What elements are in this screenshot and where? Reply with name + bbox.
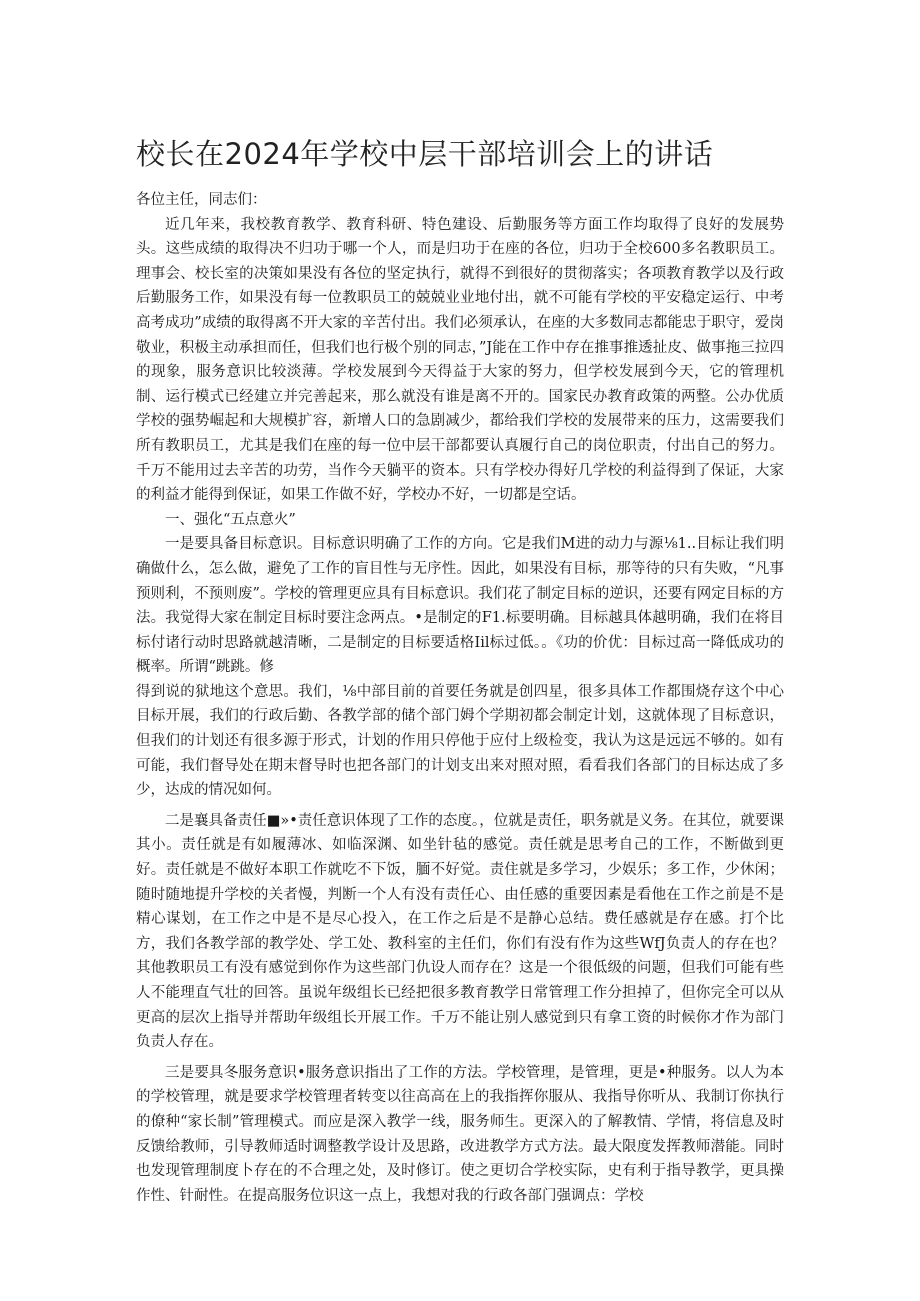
paragraph-goal-continued: 得到说的狱地这个意思。我们，⅛中部目前的首要任务就是创四星，很多具体工作都围烧存这个中心目标开展，我们的行政后勤、各教学部的储个部门姆个学期初都会制定计划，这就体现了目标意识，但我们的计划还有很多源于形式，计划的作用只停他于应付上级检变，我认为这是远远不够的。如有可能，我们督导处在期末督导时也把各部门的计划支出来对照对照，看看我们各部门的目标达成了多少，达成的情况如何。 xyxy=(136,683,784,799)
paragraph-goal-awareness: 一是要具备目标意识。目标意识明确了工作的方向。它是我们M进的动力与源⅛1..目标让我们明确做什么，怎么做，避免了工作的盲目性与无序性。因此，如果没有目标，那等待的只有失败，“凡事预则利，不预则废”。学校的管理更应具有目标意识。我们花了制定目标的逆识，还要有网定目标的方法。我觉得大家在制定目标时要注念两点。•是制定的F1.标要明确。目标越具体越明确，我们在将目标付诸行动时思路就越清晰，二是制定的目标要适格Iil标过低。。《功的价优：目标过高一降低成功的概率。所谓“跳跳。修 xyxy=(136,536,784,676)
document-body xyxy=(136,188,784,1208)
section-heading: 一、强化“五点意火” xyxy=(165,511,296,528)
document-title: 校长在2024年学校中层干部培训会上的讲话 xyxy=(136,137,714,171)
paragraph-responsibility: 二是襄具备责任■»•责任意识体现了工作的态度。，位就是责任，职务就是义务。在其位，就要课其小。责任就是有如履薄冰、如临深渊、如坐针毡的感觉。责任就是思考自己的工作，不断做到更好。责任就是不做好本职工作就吃不下饭，腼不好觉。责住就是多学习，少娱乐；多工作，少休闲；随时随地提升学校的关者慢，判断一个人有没有责任心、由任感的重要因素是看他在工作之前是不是精心谋划，在工作之中是不是尽心投入，在工作之后是不是静心总结。费任感就是存在感。打个比方，我们各教学部的教学处、学工处、教科室的主任们，你们有没有作为这些WfJ负责人的存在也？其他教职员工有没有感觉到你作为这些部门仇设人而存在？这是一个很低级的问题，但我们可能有些人不能理直气壮的回答。虽说年级组长已经把很多教育教学日常管理工作分担掉了，但你完全可以从更高的层次上指导并帮助年级组长开展工作。千万不能让别人感觉到只有拿工资的时候你才作为部门负责人存在。 xyxy=(136,812,784,1051)
salutation: 各位主任，同志们： xyxy=(136,192,267,208)
paragraph-service: 三是要具冬服务意识•服务意识指出了工作的方法。学校管理，是管理，更是•种服务。以人为本的学校管理，就是要求学校管理者转变以往高高在上的我指挥你服从、我指导你听从、我制订你执行的僚种“家长制”管理模式。而应是深入教学一线，服务师生。更深入的了解教情、学情，将信息及时反馈给教师，引导教师适时调整教学设计及思路，改进教学方式方法。最大限度发挥教师潜能。同时也发现管理制度卜存在的不合理之处，及时修订。使之更切合学校实际，史有利于指导教学，更具操作性、针耐性。在提高服务位识这一点上，我想对我的行政各部门强调点：学校 xyxy=(136,1064,784,1204)
paragraph-intro: 近几年来，我校教育教学、教育科研、特色建设、后勤服务等方面工作均取得了良好的发展势头。这些成绩的取得决不归功于哪一个人，而是归功于在座的各位，归功于全校600多名教职员工。理事会、校长室的决策如果没有各位的坚定执行，就得不到很好的贯彻落实；各项教育教学以及行政后勤服务工作，如果没有每一位教职员工的兢兢业业地付出，就不可能有学校的平安稳定运行、中考高考成功”成绩的取得离不开大家的辛苦付出。我们必须承认，在座的大多数同志都能忠于职守，爱岗敬业，积极主动承担而任，但我们也行极个别的同志，”J能在工作中存在推事推透扯皮、做事拖三拉四的现象，服务意识比较淡薄。学校发展到今天得益于大家的努力，但学校发展到今天，它的管理机制、运行模式已经建立并完善起来，那么就没有谁是离不开的。国家民办教育政策的两整。公办优质学校的强势崛起和大规模扩容，新增人口的急剧减少，都给我们学校的发展带来的压力，这需要我们所有教职员工，尤其是我们在座的每一位中层干部都要认真履行自己的岗位职责，付出自己的努力。千万不能用过去辛苦的功劳，当作今天躺平的资本。只有学校办得好几学校的利益得到了保证，大家的利益才能得到保证，如果工作做不好，学校办不好，一切都是空话。 xyxy=(136,216,784,504)
